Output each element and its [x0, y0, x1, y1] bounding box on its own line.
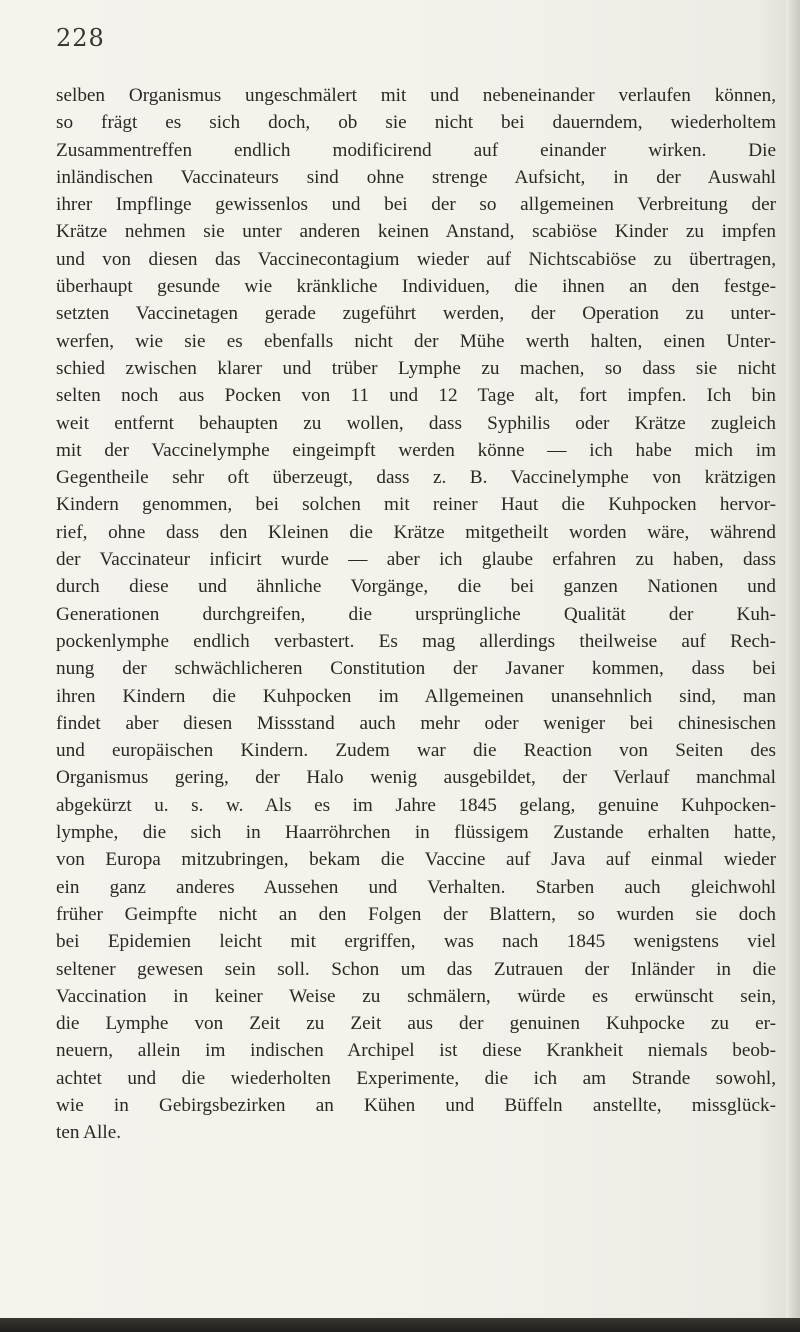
text-line: ihrer Impflinge gewissenlos und bei der so allgemeinen Verbreitung der: [56, 194, 776, 216]
text-line: ten Alle.: [56, 1122, 122, 1144]
page-number: 228: [56, 24, 105, 52]
text-line: durch diese und ähnliche Vorgänge, die bei ganzen Nationen und: [56, 576, 776, 598]
text-line: die Lymphe von Zeit zu Zeit aus der genuinen Kuhpocke zu er-: [56, 1013, 776, 1035]
text-line: überhaupt gesunde wie kränkliche Individuen, die ihnen an den festge-: [56, 276, 776, 298]
text-line: Kindern genommen, bei solchen mit reiner Haut die Kuhpocken hervor-: [56, 494, 776, 516]
text-line: so frägt es sich doch, ob sie nicht bei dauerndem, wiederholtem: [56, 112, 776, 134]
text-line: ein ganz anderes Aussehen und Verhalten. Starben auch gleichwohl: [56, 876, 776, 898]
body-text: [56, 82, 776, 1147]
text-line: Organismus gering, der Halo wenig ausgebildet, der Verlauf manchmal: [56, 767, 776, 789]
text-line: inländischen Vaccinateurs sind ohne strenge Aufsicht, in der Auswahl: [56, 166, 776, 188]
text-line: Generationen durchgreifen, die ursprüngliche Qualität der Kuh-: [56, 603, 776, 625]
text-line: nung der schwächlicheren Constitution der Javaner kommen, dass bei: [56, 658, 776, 680]
text-line: Zusammentreffen endlich modificirend auf einander wirken. Die: [56, 139, 776, 161]
text-line: achtet und die wiederholten Experimente, die ich am Strande sowohl,: [56, 1067, 776, 1089]
text-line: lymphe, die sich in Haarröhrchen in flüssigem Zustande erhalten hatte,: [56, 822, 776, 844]
text-line: und von diesen das Vaccinecontagium wieder auf Nichtscabiöse zu übertragen,: [56, 248, 776, 270]
text-line: schied zwischen klarer und trüber Lymphe zu machen, so dass sie nicht: [56, 357, 776, 379]
text-line: weit entfernt behaupten zu wollen, dass Syphilis oder Krätze zugleich: [56, 412, 776, 434]
text-line: abgekürzt u. s. w. Als es im Jahre 1845 gelang, genuine Kuhpocken-: [56, 794, 776, 816]
text-line: selben Organismus ungeschmälert mit und nebeneinander verlaufen können,: [56, 85, 776, 106]
text-line: mit der Vaccinelymphe eingeimpft werden könne — ich habe mich im: [56, 439, 776, 461]
text-line: werfen, wie sie es ebenfalls nicht der Mühe werth halten, einen Unter-: [56, 330, 776, 352]
page-edge-shadow: [786, 0, 800, 1332]
text-line: Gegentheile sehr oft überzeugt, dass z. B. Vaccinelymphe von krätzigen: [56, 467, 776, 489]
text-line: pockenlymphe endlich verbastert. Es mag allerdings theilweise auf Rech-: [56, 630, 776, 652]
text-line: bei Epidemien leicht mit ergriffen, was nach 1845 wenigstens viel: [56, 931, 776, 953]
text-line: wie in Gebirgsbezirken an Kühen und Büffeln anstellte, missglück-: [56, 1094, 776, 1116]
text-line: früher Geimpfte nicht an den Folgen der Blattern, so wurden sie doch: [56, 903, 776, 925]
text-line: findet aber diesen Missstand auch mehr oder weniger bei chinesischen: [56, 712, 776, 734]
text-line: neuern, allein im indischen Archipel ist diese Krankheit niemals beob-: [56, 1040, 776, 1062]
text-line: rief, ohne dass den Kleinen die Krätze mitgetheilt worden wäre, während: [56, 521, 776, 543]
text-line: Krätze nehmen sie unter anderen keinen Anstand, scabiöse Kinder zu impfen: [56, 221, 776, 243]
scan-bottom-edge: [0, 1318, 800, 1332]
text-line: selten noch aus Pocken von 11 und 12 Tage alt, fort impfen. Ich bin: [56, 385, 776, 407]
text-line: ihren Kindern die Kuhpocken im Allgemeinen unansehnlich sind, man: [56, 685, 776, 707]
text-line: seltener gewesen sein soll. Schon um das Zutrauen der Inländer in die: [56, 958, 776, 980]
text-line: Vaccination in keiner Weise zu schmälern, würde es erwünscht sein,: [56, 985, 776, 1007]
text-line: von Europa mitzubringen, bekam die Vaccine auf Java auf einmal wieder: [56, 849, 776, 871]
text-line: der Vaccinateur inficirt wurde — aber ich glaube erfahren zu haben, dass: [56, 549, 776, 571]
text-line: setzten Vaccinetagen gerade zugeführt werden, der Operation zu unter-: [56, 303, 776, 325]
text-line: und europäischen Kindern. Zudem war die Reaction von Seiten des: [56, 740, 776, 762]
